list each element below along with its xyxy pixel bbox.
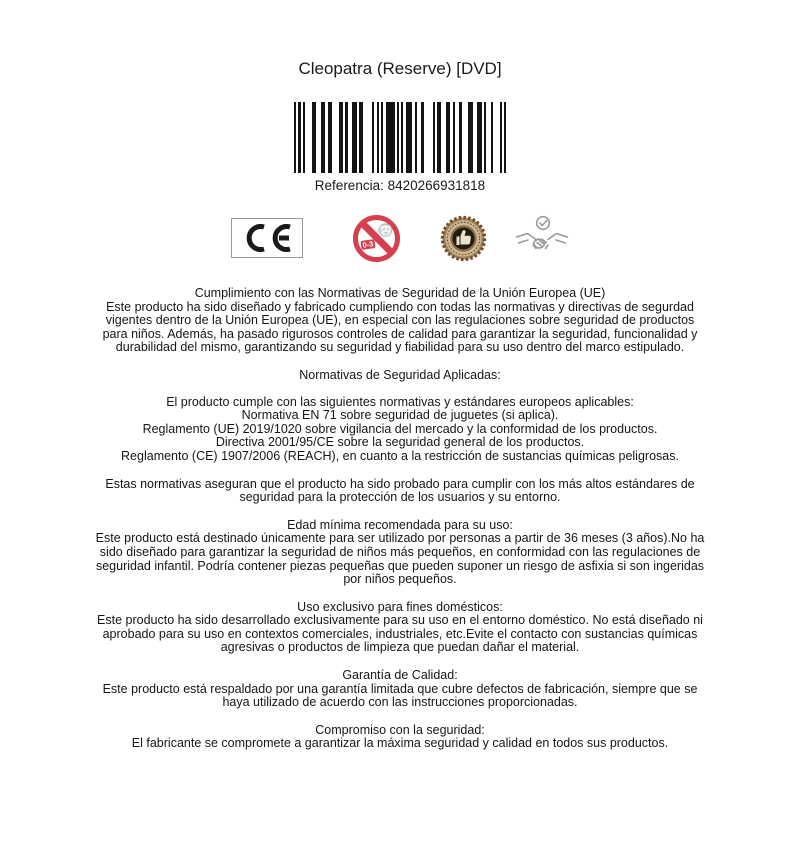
section-norms-assurance [93, 478, 707, 505]
norms-list-item: Reglamento (CE) 1907/2006 (REACH), en cuanto a la restricción de sustancias químicas peligrosas. [121, 448, 679, 463]
age-warning-0-3-icon [353, 215, 400, 262]
section-heading: Garantía de Calidad: [342, 668, 458, 683]
section-domestic-use [93, 601, 707, 655]
page-title: Cleopatra (Reserve) [DVD] [298, 59, 502, 78]
norms-list-item: Directiva 2001/95/CE sobre la seguridad general de los productos. [215, 435, 585, 450]
ce-mark-icon [231, 218, 303, 258]
section-safety-commitment [93, 724, 707, 751]
section-body: Este producto está respaldado por una garantía limitada que cubre defectos de fabricación, siempre que se haya utilizado de acuerdo con las instrucciones proporcionadas. [102, 681, 698, 710]
product-label-page [0, 58, 800, 858]
section-heading: Cumplimiento con las Normativas de Seguridad de la Unión Europea (UE) [194, 286, 606, 300]
section-heading: Normativas de Seguridad Aplicadas: [299, 367, 501, 382]
barcode-reference: Referencia: 8420266931818 [314, 178, 486, 193]
section-heading: Uso exclusivo para fines domésticos: [297, 599, 503, 614]
certification-icons-row [0, 214, 800, 262]
handshake-icon [515, 214, 569, 262]
barcode-bar [504, 102, 506, 173]
section-applied-norms [93, 369, 707, 464]
section-body: Este producto ha sido desarrollado exclusivamente para su uso en el entorno doméstico. No está diseñado ni aprobado para su uso en contextos comerciales, industriales, etc.Evite el contacto con sustancias químicas agresivas o productos de limpieza que puedan dañar el material. [97, 613, 703, 655]
section-body: Estas normativas aseguran que el producto ha sido probado para cumplir con los más altos estándares de seguridad para la protección de los usuarios y su entorno. [105, 476, 695, 505]
section-eu-compliance [93, 287, 707, 355]
barcode-block [0, 102, 800, 193]
section-heading: Compromiso con la seguridad: [315, 722, 485, 737]
quality-seal-icon [440, 215, 487, 262]
age-range-label: 0-3 [361, 238, 374, 250]
norms-list-item: Normativa EN 71 sobre seguridad de juguetes (si aplica). [241, 408, 559, 423]
barcode [294, 102, 506, 173]
section-quality-warranty [93, 669, 707, 710]
section-minimum-age [93, 519, 707, 587]
ce-glyph [241, 224, 293, 252]
norms-list-item: Reglamento (UE) 2019/1020 sobre vigilancia del mercado y la conformidad de los productos. [142, 421, 658, 436]
section-body: Este producto está destinado únicamente para ser utilizado por personas a partir de 36 meses (3 años).No ha sido diseñado para garantizar la seguridad de niños más pequeños, en conformidad con las regulaciones de seguridad infantil. Podría contener piezas pequeñas que pueden suponer un riesgo de asfixia si son ingeridas por niños pequeños. [95, 531, 705, 587]
section-heading: Edad mínima recomendada para su uso: [287, 517, 513, 532]
norms-list-item: El producto cumple con las siguientes normativas y estándares europeos aplicables: [166, 394, 634, 409]
norms-list [93, 396, 707, 464]
section-body: Este producto ha sido diseñado y fabricado cumpliendo con todas las normativas y directivas de segurdad vigentes dentro de la Unión Europea (UE), en especial con las regulaciones sobre seguridad de productos para niños. Además, ha pasado rigurosos controles de calidad para garantizar la seguridad, funcionalidad y durabilidad del mismo, garantizando su seguridad y fiabilidad para su uso dentro del marco estipulado. [102, 299, 698, 355]
section-body: El fabricante se compromete a garantizar la máxima seguridad y calidad en todos sus productos. [131, 736, 669, 751]
compliance-text-area [93, 287, 707, 751]
